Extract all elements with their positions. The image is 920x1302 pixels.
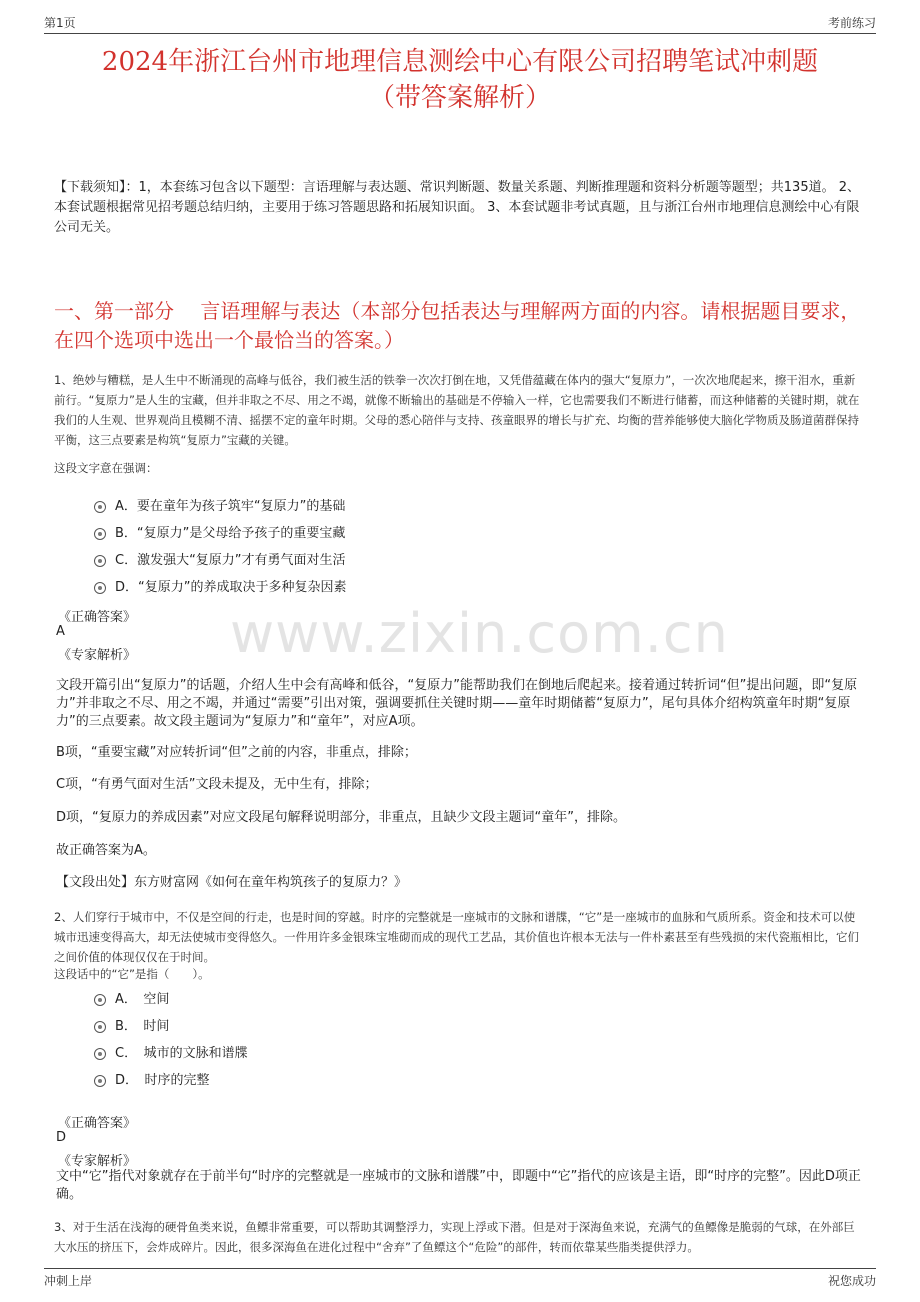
radio-icon[interactable] xyxy=(94,555,106,567)
question-1-option-d[interactable] xyxy=(94,576,346,595)
question-1-analysis-d: D项，“复原力的养成因素”对应文段尾句解释说明部分，非重点，且缺少文段主题词“童年”，排除。 xyxy=(56,810,626,825)
option-label: B．“复原力”是父母给予孩子的重要宝藏 xyxy=(115,526,346,541)
radio-icon[interactable] xyxy=(94,994,106,1006)
question-1-option-b[interactable] xyxy=(94,522,345,541)
radio-icon[interactable] xyxy=(94,1021,106,1033)
question-1-option-a[interactable] xyxy=(94,495,345,514)
option-label: D． 时序的完整 xyxy=(115,1073,210,1088)
question-2-text: 2、人们穿行于城市中，不仅是空间的行走，也是时间的穿越。时序的完整就是一座城市的文脉和谱牒，“它”是一座城市的血脉和气质所系。资金和技术可以使城市迅速变得高大，却无法使城市变得悠久。一件用许多金银珠宝堆砌而成的现代工艺品，其价值也许根本无法与一件朴素甚至有些残损的宋代瓷瓶相比，它们之间价值的体现仅仅在于时间。 xyxy=(54,910,859,964)
question-1-text: 1、绝妙与糟糕，是人生中不断涌现的高峰与低谷，我们被生活的铁拳一次次打倒在地，又凭借蕴藏在体内的强大“复原力”，一次次地爬起来，擦干泪水，重新前行。“复原力”是人生的宝藏，但并非取之不尽、用之不竭，就像不断输出的基础是不停输入一样，它也需要我们不断进行储蓄，而这种储蓄的关键时期，就在我们的人生观、世界观尚且模糊不清、摇摆不定的童年时期。父母的悉心陪伴与支持、孩童眼界的增长与扩充、均衡的营养能够使大脑化学物质及肠道菌群保持平衡，这三点要素是构筑“复原力”宝藏的关键。 xyxy=(54,373,860,447)
document-subtitle: （带答案解析） xyxy=(368,83,551,113)
option-label: A． 空间 xyxy=(115,992,170,1007)
question-2-answer: D xyxy=(56,1130,67,1145)
question-1-analysis-label: 《专家解析》 xyxy=(58,648,137,663)
question-2-prompt: 这段话中的“它”是指（ ）。 xyxy=(54,967,210,981)
radio-icon[interactable] xyxy=(94,528,106,540)
question-1-analysis-paragraph: 文段开篇引出“复原力”的话题，介绍人生中会有高峰和低谷，“复原力”能帮助我们在倒地后爬起来。接着通过转折词“但”提出问题，即“复原力”并非取之不尽、用之不竭，并通过“需要”引出对策，强调要抓住关键时期——童年时期储蓄“复原力”，尾句具体介绍构筑童年时期“复原力”的三点要素。故文段主题词为“复原力”和“童年”，对应A项。 xyxy=(56,678,858,729)
question-1-analysis-b: B项，“重要宝藏”对应转折词“但”之前的内容，非重点，排除； xyxy=(56,745,417,760)
question-2-analysis: 文中“它”指代对象就存在于前半句“时序的完整就是一座城市的文脉和谱牒”中，即题中“它”指代的应该是主语，即“时序的完整”。因此D项正确。 xyxy=(56,1169,861,1202)
option-label: D．“复原力”的养成取决于多种复杂因素 xyxy=(115,580,347,595)
radio-icon[interactable] xyxy=(94,1075,106,1087)
option-label: B． 时间 xyxy=(115,1019,170,1034)
download-notice: 【下载须知】：1，本套练习包含以下题型：言语理解与表达题、常识判断题、数量关系题、判断推理题和资料分析题等题型；共135道。 2、本套试题根据常见招考题总结归纳，主要用于练习答题思路和拓展知识面。 3、本套试题非考试真题，且与浙江台州市地理信息测绘中心有限公司无关。 xyxy=(54,180,860,235)
question-1-analysis-c: C项，“有勇气面对生活”文段未提及，无中生有，排除； xyxy=(56,777,378,792)
question-1-conclusion: 故正确答案为A。 xyxy=(56,843,156,858)
question-1-answer: A xyxy=(56,624,65,639)
question-1-option-c[interactable] xyxy=(94,549,346,568)
question-2-option-b[interactable] xyxy=(94,1015,169,1034)
footer-left-label: 冲刺上岸 xyxy=(44,1274,93,1288)
radio-icon[interactable] xyxy=(94,582,106,594)
radio-icon[interactable] xyxy=(94,1048,106,1060)
radio-icon[interactable] xyxy=(94,501,106,513)
footer-right-label: 祝您成功 xyxy=(827,1274,876,1288)
question-2-answer-label: 《正确答案》 xyxy=(58,1116,137,1131)
question-1-prompt: 这段文字意在强调： xyxy=(54,461,158,475)
question-2-option-d[interactable] xyxy=(94,1069,210,1088)
document-title: 2024年浙江台州市地理信息测绘中心有限公司招聘笔试冲刺题 xyxy=(101,47,819,77)
question-2-option-a[interactable] xyxy=(94,988,169,1007)
question-1-answer-label: 《正确答案》 xyxy=(58,610,137,625)
option-label: C． 城市的文脉和谱牒 xyxy=(115,1046,248,1061)
question-2-analysis-label: 《专家解析》 xyxy=(58,1154,137,1169)
page-number: 第1页 xyxy=(44,16,76,30)
question-1-source: 【文段出处】东方财富网《如何在童年构筑孩子的复原力？》 xyxy=(56,875,408,890)
header-rule xyxy=(44,33,876,34)
option-label: C．激发强大“复原力”才有勇气面对生活 xyxy=(115,553,346,568)
footer-rule xyxy=(44,1268,876,1269)
watermark: www.zixin.com.cn xyxy=(230,602,729,665)
section-heading: 一、第一部分 言语理解与表达（本部分包括表达与理解两方面的内容。请根据题目要求，在四个选项中选出一个最恰当的答案。） xyxy=(54,299,861,352)
header-right-label: 考前练习 xyxy=(827,16,876,30)
question-2-option-c[interactable] xyxy=(94,1042,248,1061)
question-3-text: 3、对于生活在浅海的硬骨鱼类来说，鱼鳔非常重要，可以帮助其调整浮力，实现上浮或下潜。但是对于深海鱼来说，充满气的鱼鳔像是脆弱的气球，在外部巨大水压的挤压下，会炸成碎片。因此，很多深海鱼在进化过程中“舍弃”了鱼鳔这个“危险”的部件，转而依靠某些脂类提供浮力。 xyxy=(54,1220,855,1254)
option-label: A．要在童年为孩子筑牢“复原力”的基础 xyxy=(115,499,346,514)
